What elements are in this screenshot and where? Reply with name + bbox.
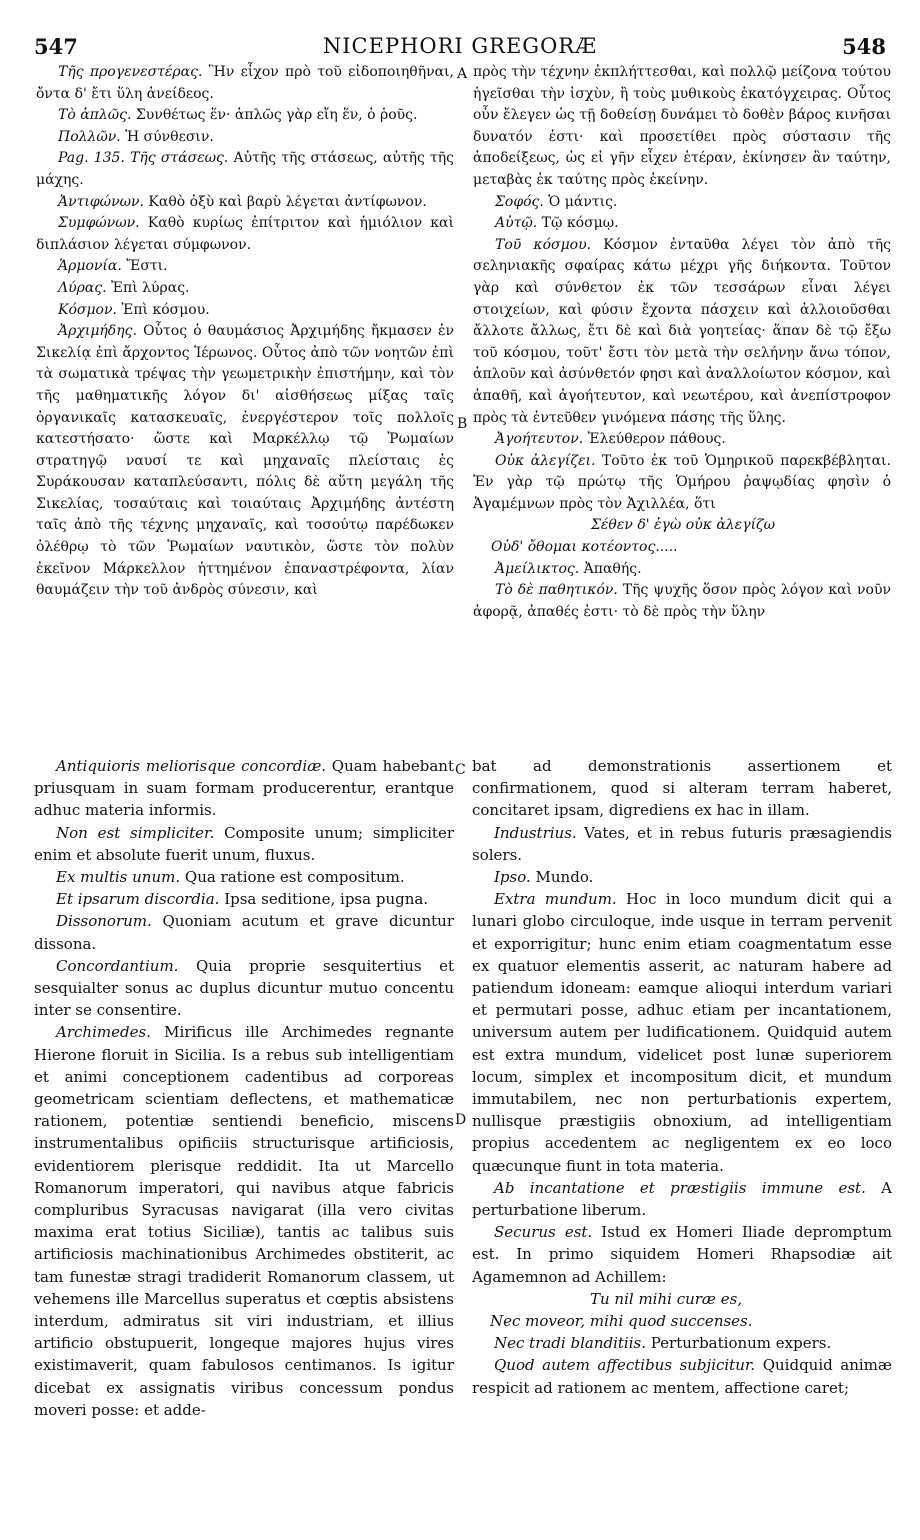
margin-marker-a: A	[457, 66, 468, 82]
latin-text: Composite unum; simpliciter enim et absolute fuerit unum, fluxus.	[34, 823, 454, 864]
greek-lemma: Ἀντιφώνων.	[58, 193, 144, 210]
latin-text: Quam habebant priusquam in suam formam producerentur, erantque adhuc materia informis.	[34, 757, 454, 820]
greek-verse-line: Σέθεν δ' ἐγὼ οὐκ ἀλεγίζω	[591, 517, 776, 534]
margin-marker-d: D	[455, 1112, 467, 1128]
latin-lemma: Non est simpliciter.	[56, 823, 215, 842]
latin-text: Quoniam acutum et grave dicuntur dissona.	[34, 912, 454, 953]
latin-text: Mundo.	[530, 868, 594, 887]
latin-lemma: Extra mundum.	[494, 890, 617, 909]
latin-lemma: Ipso.	[494, 868, 531, 887]
latin-text: Ipsa seditione, ipsa pugna.	[219, 890, 429, 909]
greek-text: Τῷ κόσμῳ.	[537, 215, 619, 232]
latin-entry	[472, 1354, 892, 1398]
greek-text: Αὐτῆς τῆς στάσεως, αὐτῆς τῆς μάχης.	[36, 150, 454, 188]
latin-text: Istud ex Homeri Iliade depromptum est. In primo siquidem Homeri Rhapsodiæ ait Agamemnon ad Achillem:	[472, 1223, 892, 1286]
latin-entry	[34, 888, 454, 910]
greek-lemma: Τοῦ κόσμου.	[495, 236, 592, 253]
greek-entry	[36, 127, 454, 149]
latin-lemma: Et ipsarum discordia.	[56, 890, 220, 909]
latin-entry	[34, 822, 454, 866]
greek-entry	[473, 62, 891, 192]
greek-lemma: Ἀμείλικτος.	[495, 560, 580, 577]
latin-entry	[34, 755, 454, 822]
greek-lemma: Ἀγοήτευτον.	[495, 431, 584, 448]
greek-text: Ἐλεύθερον πάθους.	[583, 431, 726, 448]
latin-column-right	[472, 755, 892, 1399]
latin-text: A perturbatione liberum.	[472, 1178, 892, 1220]
greek-text: Κόσμον ἐνταῦθα λέγει τὸν ἀπὸ τῆς σεληνιακῆς σφαίρας κάτω μέχρι γῆς διήκοντα. Τοῦτον γὰρ καὶ σύνθετον ἐκ τῶν τεσσάρων εἶναι λέγει στοιχείων, καὶ φύσιν ἔχοντα πάσχειν καὶ ἀλλοιοῦσθαι ἄλλοτε ἄλλως, ἔτι δὲ καὶ διὰ γοητείας· ἅπαν δὲ τῷ ἔξω τοῦ κόσμου, τοῦτ' ἔστι τὸν μετὰ τὴν σελήνην ἄνω τόπον, ἁπλοῦν καὶ ἀσύνθετόν φησι καὶ ἀναλλοίωτον κόσμον, καὶ ἀπαθῆ, καὶ ἀγοήτευτον, καὶ νεωτέρου, καὶ ἀνεπίστροφον πρὸς τὰ ἐντεῦθεν γινόμενα πάσης τῆς ὕλης.	[473, 236, 891, 426]
greek-text: πρὸς τὴν τέχνην ἐκπλήττεσθαι, καὶ πολλῷ μείζονα τούτου ἡγεῖσθαι τὴν ἰσχὺν, ἢ τοὺς μυθικοὺς ἑκατόγχειρας. Οὗτος οὖν ἔλεγεν ὡς τῇ δοθείσῃ δυνάμει τὸ δοθὲν βάρος κινῆσαι δυνατόν ἐστι· καὶ προσετίθει πρὸς σύστασιν τῆς ἀποδείξεως, ὡς εἰ γῆν εἶχεν ἑτέραν, ἐκίνησεν ἂν ταύτην, μεταβὰς ἐκ ταύτης πρὸς ἐκείνην.	[473, 64, 891, 188]
greek-text: Ἡ σύνθεσιν.	[120, 128, 214, 145]
greek-verse-line: Οὐδ' ὄθομαι κοτέοντος.....	[491, 539, 678, 556]
latin-entry	[472, 866, 892, 888]
greek-lemma: Συμφώνων.	[58, 215, 140, 232]
greek-text: Καθὸ κυρίως ἐπίτριτον καὶ ἡμιόλιον καὶ διπλάσιον λέγεται σύμφωνον.	[36, 215, 454, 253]
latin-lemma: Quod autem affectibus subjicitur.	[494, 1356, 756, 1375]
greek-text: Ἀπαθής.	[579, 560, 642, 577]
greek-text: Οὗτος ὁ θαυμάσιος Ἀρχιμήδης ἤκμασεν ἐν Σικελίᾳ ἐπὶ ἄρχοντος Ἱέρωνος. Οὗτος ἀπὸ τῶν νοητῶν ἐπὶ τὰ σωματικὰ τρέψας τὴν γεωμετρικὴν ἐπιστήμην, καὶ τὸν τῆς μαθηματικῆς λόγον δι' αἰσθήσεως μίξας ταῖς ὀργανικαῖς κατασκευαῖς, ἐνεργέστερον τοῖς πολλοῖς κατεστήσατο· ὥστε καὶ Μαρκέλλῳ τῷ Ῥωμαίων στρατηγῷ ναυσί τε καὶ μηχαναῖς πλείσταις ἐς Συράκουσαν καταπλεύσαντι, πόλις δὲ αὕτη μεγάλη τῆς Σικελίας, τοσαύταις καὶ τοιαύταις Ἀρχιμήδης ἀντέστη ταῖς ἀπὸ τῆς τέχνης μηχαναῖς, καὶ τοσούτῳ παρέδωκεν ὀλέθρῳ τὸ τῶν Ῥωμαίων ναυτικὸν, ὥστε τὸν πολὺν ἐκεῖνον Μάρκελλον ἡττημένον ἐπαναστρέφοντα, λίαν θαυμάζειν τὴν τοῦ ἀνδρὸς σύνεσιν, καὶ	[36, 323, 454, 599]
latin-entry	[472, 755, 892, 822]
margin-marker-b: B	[457, 416, 468, 432]
latin-entry	[34, 1021, 454, 1421]
greek-text: Τῆς ψυχῆς ὅσον πρὸς λόγον καὶ νοῦν ἀφορᾷ, ἀπαθές ἐστι· τὸ δὲ πρὸς τὴν ὕλην	[473, 582, 891, 620]
greek-lemma: Τὸ ἁπλῶς.	[58, 107, 132, 124]
greek-entry	[473, 559, 891, 581]
latin-text: Quia proprie sesquitertius et sesquialter sonus ac duplus dicuntur mutuo concentu inter se consentire.	[34, 956, 454, 1020]
latin-entry	[472, 1221, 892, 1288]
latin-text: bat ad demonstrationis assertionem et confirmationem, quod si alteram terram haberet, concitaret ipsam, digrediens ex hac in illam.	[472, 757, 892, 820]
greek-text: Ἔστι.	[121, 258, 168, 275]
greek-entry	[473, 429, 891, 451]
latin-entry	[472, 1332, 892, 1354]
latin-lemma: Ex multis unum.	[56, 868, 181, 887]
greek-lemma: Ἁρμονία.	[58, 258, 122, 275]
greek-lemma: Κόσμον.	[58, 301, 117, 318]
greek-entry	[36, 213, 454, 256]
latin-text: Vates, et in rebus futuris præsagiendis solers.	[472, 823, 892, 864]
greek-entry	[473, 235, 891, 429]
running-header	[0, 34, 920, 58]
greek-lemma: Τῆς προγενεστέρας.	[58, 64, 203, 80]
latin-text: Mirificus ille Archimedes regnante Hierone floruit in Sicilia. Is a rebus sub intelligentiam et animi conceptionem cadentibus ad corporeas geometricam scientiam deflectens, et mathematicæ rationem, potentiæ sentiendi beneficio, miscens instrumentalibus opificiis structurisque artificiosis, evidentiorem plerisque reddidit. Ita ut Marcello Romanorum imperatori, qui navibus atque fabricis compluribus Syracusas navigarat (illa vero civitas maxima erat totius Siciliæ), tantis ac talibus suis artificiosis machinationibus Archimedes obstiterit, ac tam funestæ stragi tradiderit Romanorum classem, ut vehemens ille Marcellus superatus et cœptis absistens interdum, admiratus sit viri industriam, et illius artificio obstupuerit, longeque majores hujus vires existimaverit, quam fabulosos centimanos. Is igitur dicebat ex assignatis viribus concessum pondus moveri posse: et adde-	[34, 1023, 454, 1419]
latin-entry	[472, 1177, 892, 1221]
latin-text: Quidquid animæ respicit ad rationem ac mentem, affectione caret;	[472, 1356, 892, 1397]
latin-lemma: Archimedes.	[56, 1023, 151, 1042]
greek-text: Ἐπὶ κόσμου.	[116, 301, 210, 318]
greek-entry	[473, 192, 891, 214]
greek-entry	[36, 62, 454, 105]
latin-lemma: Industrius.	[494, 823, 577, 842]
greek-lemma: Σοφός.	[495, 193, 544, 210]
latin-text: Qua ratione est compositum.	[180, 868, 405, 887]
greek-lemma: Ἀρχιμήδης.	[58, 323, 137, 340]
latin-verse-line: Tu nil mihi curæ es,	[590, 1289, 743, 1308]
greek-text: Ἐπὶ λύρας.	[106, 279, 190, 296]
greek-text: Ἣν εἶχον πρὸ τοῦ εἰδοποιηθῆναι, ὄντα δ' ἔτι ὕλη ἀνείδεος.	[36, 64, 454, 102]
greek-entry	[36, 148, 454, 191]
greek-entry	[473, 451, 891, 516]
latin-entry	[34, 955, 454, 1022]
page-number-left: 547	[34, 34, 78, 59]
greek-entry	[473, 213, 891, 235]
greek-text: Ὁ μάντις.	[543, 193, 618, 210]
greek-text: Καθὸ ὀξὺ καὶ βαρὺ λέγεται ἀντίφωνον.	[143, 193, 427, 210]
latin-lemma: Concordantium.	[56, 956, 179, 975]
greek-lemma: Οὐκ ἀλεγίζει.	[495, 452, 596, 469]
margin-marker-c: C	[455, 762, 466, 778]
greek-column-left	[36, 62, 454, 602]
greek-text: Συνθέτως ἕν· ἁπλῶς γὰρ εἴη ἕν, ὁ ῥοῦς.	[131, 107, 418, 124]
greek-text: Τοῦτο ἐκ τοῦ Ὁμηρικοῦ παρεκβέβληται. Ἐν γὰρ τῷ πρώτῳ τῆς Ὁμήρου ῥαψῳδίας φησὶν ὁ Ἀγαμέμνων πρὸς τὸν Ἀχιλλέα, ὅτι	[473, 452, 891, 512]
greek-entry	[36, 300, 454, 322]
latin-lemma: Securus est.	[494, 1223, 593, 1242]
latin-entry	[472, 888, 892, 1177]
latin-lemma: Antiquioris meliorisque concordiæ.	[56, 757, 327, 775]
latin-text: Perturbationum expers.	[645, 1334, 832, 1353]
latin-entry	[34, 910, 454, 954]
running-title: NICEPHORI GREGORÆ	[322, 34, 598, 58]
latin-lemma: Dissonorum.	[56, 912, 152, 931]
latin-lemma: Nec tradi blanditiis.	[494, 1334, 646, 1353]
greek-column-right	[473, 62, 891, 623]
greek-lemma: Τὸ δὲ παθητικόν.	[495, 582, 618, 599]
latin-entry	[34, 866, 454, 888]
greek-entry	[473, 580, 891, 623]
greek-lemma: Pag. 135. Τῆς στάσεως.	[58, 150, 229, 167]
greek-entry	[36, 192, 454, 214]
greek-entry	[36, 278, 454, 300]
greek-entry	[36, 321, 454, 602]
latin-column-left	[34, 755, 454, 1421]
greek-lemma: Λύρας.	[58, 279, 107, 296]
greek-lemma: Αὐτῷ.	[495, 215, 538, 232]
greek-entry	[36, 105, 454, 127]
latin-lemma: Ab incantatione et præstigiis immune est.	[494, 1178, 866, 1197]
latin-verse-line: Nec moveor, mihi quod succenses.	[490, 1312, 753, 1331]
greek-lemma: Πολλῶν.	[58, 128, 121, 145]
latin-text: Hoc in loco mundum dicit qui a lunari globo circuloque, inde usque in terram pervenit et exporrigitur; hunc enim etiam coagmentatum esse ex quatuor elementis asserit, ac naturam habere ad patiendum idoneam: eamque alioqui interdum variari et permutari posse, adhuc etiam per incantationem, universum autem per ludificationem. Quidquid autem est extra mundum, videlicet post lunæ superiorem locum, simplex et incompositum dicit, et mundum immutabilem, nec non perturbationis expertem, nullisque præstigiis obnoxium, ad intelligentiam propius accedentem ac negligentem ex eo loco quæcunque fiunt in tota materia.	[472, 890, 892, 1175]
page-number-right: 548	[842, 34, 886, 59]
latin-entry	[472, 822, 892, 866]
greek-entry	[36, 256, 454, 278]
